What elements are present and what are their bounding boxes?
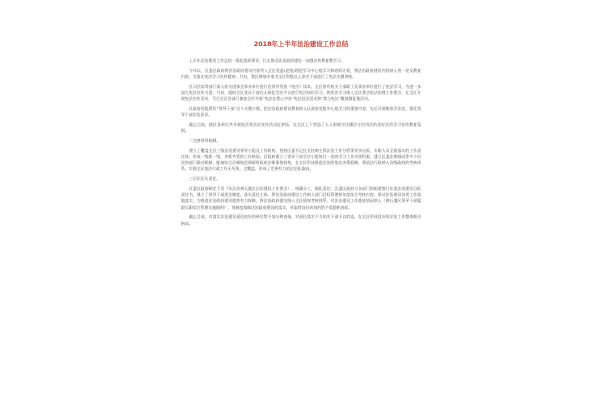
document-title: 2018年上半年法治建设工作总结 — [253, 40, 349, 48]
paragraph-intro: 上半年法治建设工作总结一强化组织领导，扎实推动法治政府建设一加强宣传教育教学习。 — [189, 58, 345, 63]
paragraph-publicity: 区司法局等部门深入机关团体企事业单位进行宣讲并发放《宪法》读本，全区所有机关干部职工及事业单位进行了宪法学习，为进一步加大宪法宣传力度，月份，组织全区党员干部在无纸化学法平台进行宪法知识学习，将宪法学习纳入全区普法依法治理工作要点，在全区开展宪法宣传活动，号召全区各部门参加全市开展“宪法在我心中驻”宪法征法活动和“我与宪法”微视频征集活动。 — [181, 83, 421, 102]
paragraph-leadership-study: 区政府党组紧盯“领导干部”这个关键少数，把法治政府建设教育纳入区政府党组中心组学习的重要内容，先后开展集体学法次，强化领导干部法治意识。 — [181, 106, 421, 118]
paragraph-mechanism: 建立了覆盖全区三级法治建设领导小组及工作机构，坚持区委书记区长挂帅主抓法治工作分管领导亲自抓，专职人员全面落实的工作责任体，形成一级抓一级，齐抓共管的工作格局。区政府建立了领导干部学法小组每月一次的学习工作实绩档案，建立区委法律顾问等多个层次和部门联动机制，配备综合法制规范调研所政府法律事务机构，在全区形成推进法治的依法决策机制，将依法行政纳入各级政府的考核体系，实现全区依法行政工作无死角、全覆盖，形成了完善有力的法治化取向。 — [181, 147, 421, 172]
paragraph-responsibility: 区委区政府制定下发《年法治黄石港区法治建设工作要点》，明确分工，细化责任；区委区政府与各部门和街道签订年度法治建设目标责任书，建立了领导干部述法制度，落实责任主体。将法治政府建设工作纳入部门目标管理和年度综合考核内容，推动法治建设各项工作落地落实，为推进法治政府建设提供有力保障，将法治政府建设纳入全区绩效考核体系，对法治建设工作推进情况纳入《黄石港区领导干部履职尽职综合管理实施细则》，用制度保障法治政府建设的落实，对取得良好成效的给予奖励和表彰。 — [181, 186, 421, 210]
section-heading-responsibility: 三层层压实责任。 — [189, 176, 221, 182]
paragraph-conclusion: 截止目前，对落实法治建设责任较好的单位给予加分和表扬，对责任落实不力的名干部予以约谈，在全区形成良好的法治工作整体联动格局。 — [181, 214, 421, 226]
section-heading-mechanism: 二完善领导机制。 — [189, 138, 221, 143]
document-page — [181, 40, 421, 385]
paragraph-summary: 截止目前，辖区各单位共开展宪法等法治宣传活动近余场，在全区上下营造了人人积极学法懂法守法用法的良好法治学习宣传教育氛围。 — [181, 122, 421, 134]
paragraph-study: 今年以，区委区政府将法治政府建设内容列入全区党委(党组)理论学习中心组学习和培训计划，将法治政府建设内容纳入用一党员教育内容，为落实宪法学习宣传精神，月份，我区聘请专家为全区科级以上余名干部进行了宪法专题讲座。 — [181, 67, 421, 79]
